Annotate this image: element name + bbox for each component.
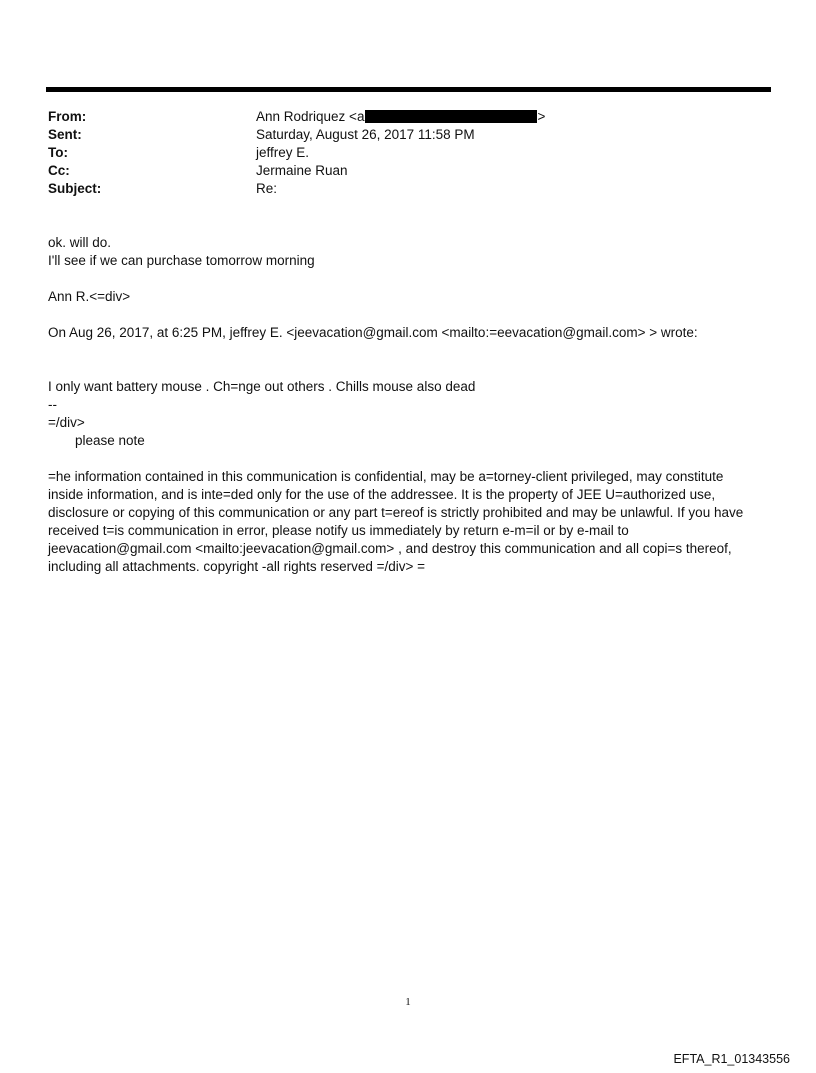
- subject-value: Re:: [256, 181, 278, 196]
- from-name: Ann Rodriquez <a: [256, 109, 365, 124]
- from-tail: >: [537, 109, 546, 124]
- from-label: From:: [48, 109, 87, 124]
- signature: Ann R.<=div>: [48, 289, 131, 304]
- quote-dashes: --: [48, 397, 57, 412]
- email-header: [48, 108, 545, 198]
- body-line-2: I'll see if we can purchase tomorrow morning: [48, 253, 315, 268]
- email-body: [48, 234, 763, 576]
- cc-label: Cc:: [48, 163, 70, 178]
- subject-label: Subject:: [48, 181, 102, 196]
- sent-row: [48, 126, 545, 144]
- from-value: [256, 108, 545, 126]
- header-divider: [46, 87, 771, 92]
- to-label: To:: [48, 145, 68, 160]
- to-value: jeffrey E.: [256, 145, 310, 160]
- page-number: 1: [405, 996, 411, 1008]
- quote-intro: On Aug 26, 2017, at 6:25 PM, jeffrey E. <jeevacation@gmail.com <mailto:=eevacation@gmail.com> > wrote:: [48, 325, 698, 340]
- cc-value: Jermaine Ruan: [256, 163, 348, 178]
- quote-div: =/div>: [48, 415, 85, 430]
- sent-value: Saturday, August 26, 2017 11:58 PM: [256, 127, 475, 142]
- body-line-1: ok. will do.: [48, 235, 112, 250]
- redaction-box: [365, 110, 537, 123]
- quote-line-1: I only want battery mouse . Ch=nge out others . Chills mouse also dead: [48, 379, 476, 394]
- to-row: [48, 144, 545, 162]
- subject-row: [48, 180, 545, 198]
- from-row: [48, 108, 545, 126]
- please-note: please note: [75, 433, 145, 448]
- document-id: EFTA_R1_01343556: [673, 1052, 790, 1066]
- confidentiality-disclaimer: =he information contained in this communication is confidential, may be a=torney-client privileged, may constitute inside information, and is inte=ded only for the use of the addressee. It is the property of JEE U=authorized use, disclosure or copying of this communication or any part t=ereof is strictly prohibited and may be unlawful. If you have received t=is communication in error, please notify us immediately by return e-m=il or by e-mail to jeevacation@gmail.com <mailto:jeevacation@gmail.com> , and destroy this communication and all copi=s thereof, including all attachments. copyright -all rights reserved =/div> =: [48, 469, 744, 574]
- sent-label: Sent:: [48, 127, 82, 142]
- cc-row: [48, 162, 545, 180]
